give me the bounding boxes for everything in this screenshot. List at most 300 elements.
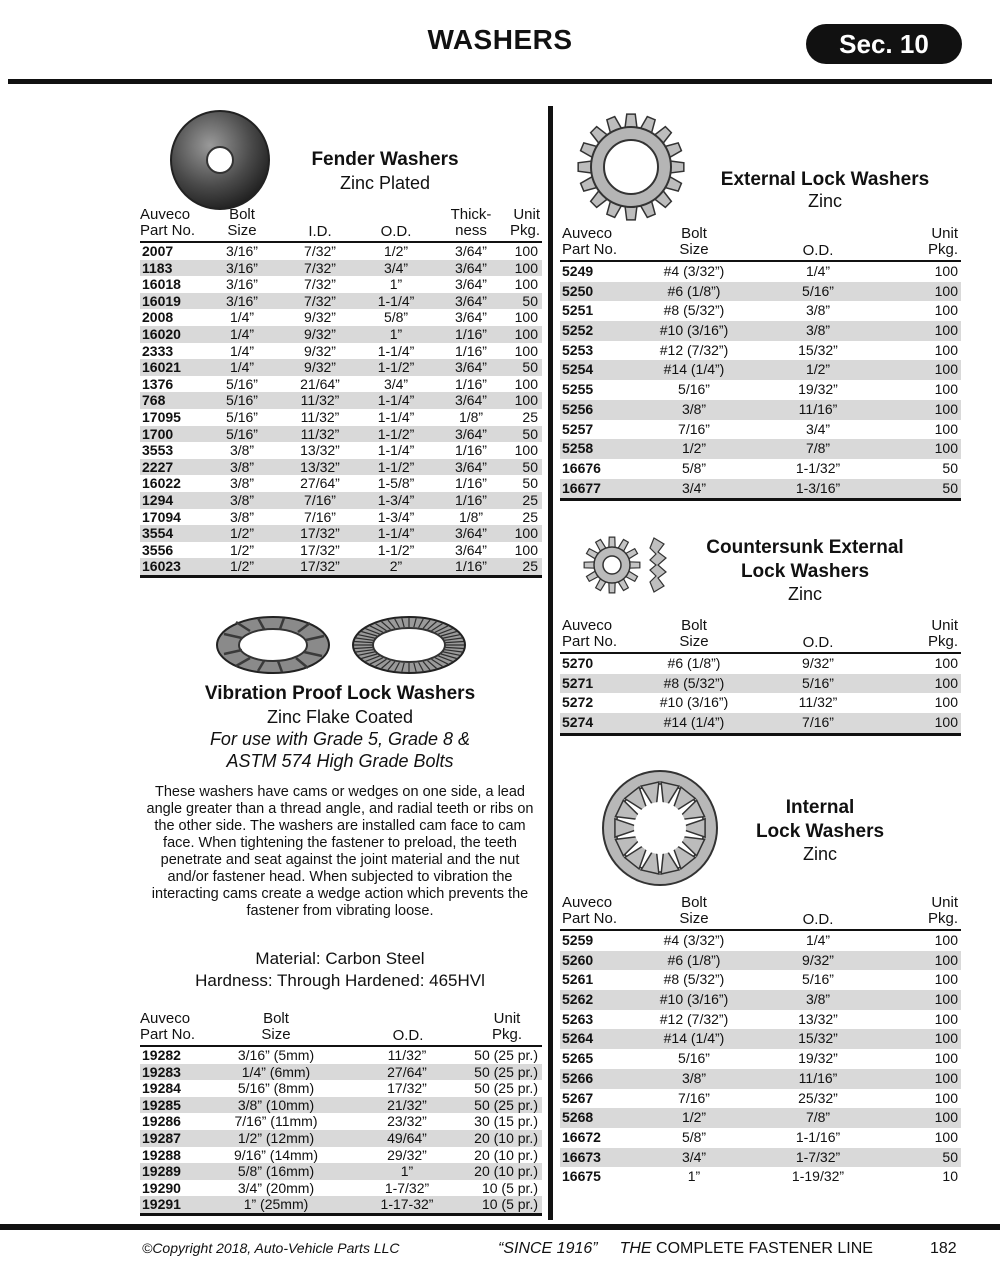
- od-cell: 3/4”: [383, 375, 409, 392]
- table-header: [560, 895, 961, 931]
- header-thickness-2: ness: [455, 222, 487, 239]
- part-no-cell: 16672: [562, 1128, 601, 1145]
- unit-pkg-cell: 10 (5 pr.): [481, 1196, 538, 1213]
- table-row: [560, 282, 961, 302]
- part-no-cell: 16019: [142, 292, 181, 309]
- unit-pkg-cell: 100: [934, 400, 958, 417]
- header-thickness: Thick-: [450, 206, 492, 223]
- part-no-cell: 5256: [562, 400, 594, 417]
- part-no-cell: 19288: [142, 1146, 181, 1163]
- unit-pkg-cell: 100: [934, 1010, 958, 1027]
- table-row: [140, 343, 542, 360]
- part-no-cell: 5254: [562, 361, 594, 378]
- table-row: [140, 1130, 542, 1147]
- unit-pkg-cell: 100: [934, 655, 958, 671]
- part-no-cell: 3553: [142, 442, 174, 459]
- bolt-size-cell: 1/4”: [229, 325, 255, 342]
- id-cell: 13/32”: [300, 458, 340, 475]
- bolt-size-cell: 1/4”: [229, 342, 255, 359]
- fender-washers-table: [140, 207, 542, 578]
- header-part-no: Auveco: [562, 894, 613, 911]
- od-cell: 3/8”: [805, 322, 831, 339]
- fender-rows: [140, 243, 542, 578]
- external-rows: [560, 262, 961, 501]
- bolt-size-cell: 1/4”: [229, 309, 255, 326]
- od-cell: 9/32”: [802, 655, 834, 671]
- unit-pkg-cell: 100: [514, 525, 538, 542]
- od-cell: 3/8”: [805, 991, 831, 1008]
- unit-pkg-cell: 100: [934, 932, 958, 948]
- id-cell: 9/32”: [304, 342, 336, 359]
- table-row: [560, 693, 961, 713]
- part-no-cell: 5264: [562, 1030, 594, 1047]
- bolt-size-cell: 1” (25mm): [243, 1196, 309, 1213]
- column-divider: [548, 106, 553, 1220]
- unit-pkg-cell: 50 (25 pr.): [474, 1080, 538, 1097]
- bolt-size-cell: 3/8”: [681, 1069, 707, 1086]
- grade-note-line-2: ASTM 574 High Grade Bolts: [226, 751, 454, 771]
- header-part-no-2: Part No.: [562, 910, 618, 927]
- tagline: [498, 1240, 873, 1258]
- header-unit: Unit: [931, 617, 958, 634]
- od-cell: 1-1/2”: [377, 541, 415, 558]
- od-cell: 1/4”: [805, 932, 831, 948]
- section-badge: Sec. 10: [806, 24, 962, 64]
- part-no-cell: 5262: [562, 991, 594, 1008]
- part-no-cell: 19284: [142, 1080, 181, 1097]
- unit-pkg-cell: 50: [522, 359, 538, 376]
- table-row: [140, 542, 542, 559]
- unit-pkg-cell: 100: [934, 951, 958, 968]
- thickness-cell: 1/16”: [455, 475, 487, 492]
- thickness-cell: 1/16”: [455, 558, 487, 575]
- unit-pkg-cell: 50: [942, 1148, 958, 1165]
- bolt-size-cell: 9/16” (14mm): [233, 1146, 319, 1163]
- unit-pkg-cell: 100: [934, 1030, 958, 1047]
- header-od: O.D.: [802, 242, 834, 259]
- thickness-cell: 3/64”: [455, 359, 487, 376]
- unit-pkg-cell: 50: [522, 458, 538, 475]
- table-row: [560, 931, 961, 951]
- table-row: [140, 1180, 542, 1197]
- part-no-cell: 17094: [142, 508, 181, 525]
- bolt-size-cell: 3/16”: [226, 259, 258, 276]
- table-row: [140, 409, 542, 426]
- thickness-cell: 1/16”: [455, 375, 487, 392]
- id-cell: 21/64”: [300, 375, 340, 392]
- bolt-size-cell: 3/8”: [229, 475, 255, 492]
- vibration-washer-cam-side-image: [214, 614, 332, 676]
- part-no-cell: 3554: [142, 525, 174, 542]
- unit-pkg-cell: 100: [514, 392, 538, 409]
- bolt-size-cell: #14 (1/4”): [663, 714, 725, 731]
- table-row: [560, 1049, 961, 1069]
- bolt-size-cell: 7/16” (11mm): [234, 1113, 318, 1130]
- part-no-cell: 2008: [142, 309, 174, 326]
- od-cell: 1-1/2”: [377, 359, 415, 376]
- bolt-size-cell: 1/4” (6mm): [241, 1063, 311, 1080]
- part-no-cell: 17095: [142, 408, 181, 425]
- part-no-cell: 5252: [562, 322, 594, 339]
- od-cell: 1-1/4”: [377, 342, 415, 359]
- table-row: [560, 439, 961, 459]
- vibration-washers-title: Vibration Proof Lock Washers: [204, 683, 476, 704]
- header-bolt: Bolt: [681, 894, 707, 911]
- table-row: [560, 1108, 961, 1128]
- part-no-cell: 19283: [142, 1063, 181, 1080]
- bolt-size-cell: 1/2”: [229, 541, 255, 558]
- od-cell: 1-3/4”: [377, 491, 415, 508]
- fender-washers-title: Fender Washers: [311, 149, 459, 170]
- od-cell: 1”: [400, 1163, 414, 1180]
- part-no-cell: 5259: [562, 932, 594, 948]
- table-row: [140, 1147, 542, 1164]
- unit-pkg-cell: 25: [522, 491, 538, 508]
- header-unit: Unit: [513, 206, 540, 223]
- header-pkg: Pkg.: [927, 910, 958, 927]
- unit-pkg-cell: 100: [934, 263, 958, 279]
- table-row: [560, 341, 961, 361]
- od-cell: 1/4”: [805, 263, 831, 279]
- thickness-cell: 3/64”: [455, 259, 487, 276]
- vibration-washer-teeth-side-image: [350, 614, 468, 676]
- table-row: [560, 1069, 961, 1089]
- part-no-cell: 19286: [142, 1113, 181, 1130]
- thickness-cell: 3/64”: [455, 425, 487, 442]
- od-cell: 3/8”: [805, 302, 831, 319]
- od-cell: 23/32”: [387, 1113, 427, 1130]
- header-unit: Unit: [493, 1010, 521, 1027]
- table-row: [560, 301, 961, 321]
- bolt-size-cell: 3/16”: [226, 243, 258, 259]
- table-row: [140, 376, 542, 393]
- header-id: I.D.: [308, 223, 332, 240]
- part-no-cell: 1294: [142, 491, 174, 508]
- part-no-cell: 16023: [142, 558, 181, 575]
- thickness-cell: 3/64”: [455, 309, 487, 326]
- grade-note-line-1: For use with Grade 5, Grade 8 &: [209, 729, 471, 749]
- part-no-cell: 2333: [142, 342, 174, 359]
- header-part-no-2: Part No.: [140, 1026, 196, 1043]
- table-row: [140, 260, 542, 277]
- part-no-cell: 2227: [142, 458, 174, 475]
- fender-washer-image: [168, 108, 272, 212]
- part-no-cell: 5255: [562, 381, 594, 398]
- thickness-cell: 3/64”: [455, 292, 487, 309]
- unit-pkg-cell: 100: [934, 322, 958, 339]
- unit-pkg-cell: 100: [934, 1069, 958, 1086]
- unit-pkg-cell: 100: [514, 541, 538, 558]
- part-no-cell: 5253: [562, 341, 594, 358]
- bolt-size-cell: 5/8” (16mm): [237, 1163, 315, 1180]
- bolt-size-cell: 5/16”: [678, 381, 710, 398]
- id-cell: 11/32”: [300, 425, 340, 442]
- part-no-cell: 1376: [142, 375, 174, 392]
- table-row: [140, 509, 542, 526]
- thickness-cell: 1/8”: [458, 508, 484, 525]
- unit-pkg-cell: 50 (25 pr.): [474, 1096, 538, 1113]
- bolt-size-cell: #14 (1/4”): [663, 1030, 725, 1047]
- id-cell: 27/64”: [300, 475, 340, 492]
- part-no-cell: 19290: [142, 1179, 181, 1196]
- hardness-line: Hardness: Through Hardened: 465HVl: [195, 971, 485, 990]
- table-row: [560, 654, 961, 674]
- od-cell: 1-1/4”: [377, 292, 415, 309]
- od-cell: 1-5/8”: [377, 475, 415, 492]
- od-cell: 11/16”: [798, 400, 838, 417]
- header-pkg: Pkg.: [927, 633, 958, 650]
- table-row: [140, 558, 542, 575]
- unit-pkg-cell: 100: [514, 243, 538, 259]
- bottom-divider: [0, 1224, 1000, 1230]
- bolt-size-cell: 1/2”: [681, 1109, 707, 1126]
- table-row: [140, 459, 542, 476]
- table-row: [560, 360, 961, 380]
- material-line: Material: Carbon Steel: [255, 949, 425, 968]
- bolt-size-cell: 7/16”: [678, 1089, 710, 1106]
- od-cell: 5/8”: [383, 309, 409, 326]
- unit-pkg-cell: 100: [934, 302, 958, 319]
- od-cell: 1-3/16”: [795, 479, 841, 496]
- od-cell: 1/2”: [805, 361, 831, 378]
- bolt-size-cell: #8 (5/32”): [663, 971, 725, 988]
- part-no-cell: 5266: [562, 1069, 594, 1086]
- header-bolt-2: Size: [679, 910, 709, 927]
- part-no-cell: 19289: [142, 1163, 181, 1180]
- header-unit: Unit: [931, 894, 958, 911]
- id-cell: 11/32”: [300, 392, 340, 409]
- table-row: [140, 1064, 542, 1081]
- table-row: [560, 1089, 961, 1109]
- od-cell: 1-3/4”: [377, 508, 415, 525]
- header-od: O.D.: [392, 1027, 424, 1044]
- thickness-cell: 3/64”: [455, 525, 487, 542]
- unit-pkg-cell: 50: [942, 459, 958, 476]
- unit-pkg-cell: 100: [514, 309, 538, 326]
- header-od: O.D.: [802, 911, 834, 928]
- thickness-cell: 3/64”: [455, 458, 487, 475]
- od-cell: 5/16”: [802, 971, 834, 988]
- table-row: [560, 1029, 961, 1049]
- od-cell: 1-1/4”: [377, 408, 415, 425]
- page-title: WASHERS: [427, 24, 573, 55]
- internal-lock-washers-table: [560, 895, 961, 1187]
- bolt-size-cell: 3/16” (5mm): [237, 1047, 315, 1063]
- unit-pkg-cell: 20 (10 pr.): [474, 1129, 538, 1146]
- part-no-cell: 19291: [142, 1196, 181, 1213]
- od-cell: 49/64”: [387, 1129, 427, 1146]
- od-cell: 1/2”: [383, 243, 409, 259]
- table-row: [140, 1163, 542, 1180]
- od-cell: 1”: [389, 325, 403, 342]
- bolt-size-cell: 5/16”: [226, 425, 258, 442]
- id-cell: 9/32”: [304, 309, 336, 326]
- bolt-size-cell: 1/4”: [229, 359, 255, 376]
- thickness-cell: 3/64”: [455, 392, 487, 409]
- countersunk-rows: [560, 654, 961, 736]
- internal-subtitle: Zinc: [802, 844, 837, 864]
- od-cell: 3/4”: [383, 259, 409, 276]
- table-row: [140, 1047, 542, 1064]
- external-lock-washers-subtitle: Zinc: [807, 191, 842, 211]
- od-cell: 1-1/4”: [377, 525, 415, 542]
- part-no-cell: 16020: [142, 325, 181, 342]
- header-od: O.D.: [380, 223, 412, 240]
- od-cell: 1-19/32”: [791, 1168, 845, 1185]
- unit-pkg-cell: 10: [942, 1168, 958, 1185]
- header-part-no: Auveco: [140, 1010, 191, 1027]
- fender-washers-subtitle: Zinc Plated: [339, 173, 431, 193]
- part-no-cell: 5258: [562, 440, 594, 457]
- countersunk-lock-washers-table: [560, 618, 961, 736]
- header-bolt-2: Size: [679, 633, 709, 650]
- table-row: [140, 442, 542, 459]
- vibration-washers-table: [140, 1011, 542, 1216]
- header-bolt: Bolt: [229, 206, 255, 223]
- bolt-size-cell: 1/2” (12mm): [237, 1129, 315, 1146]
- table-row: [140, 293, 542, 310]
- table-row: [560, 1167, 961, 1187]
- part-no-cell: 5249: [562, 263, 594, 279]
- copyright-text: ©Copyright 2018, Auto-Vehicle Parts LLC: [142, 1240, 400, 1256]
- table-row: [560, 1010, 961, 1030]
- bolt-size-cell: 7/16”: [678, 420, 710, 437]
- bolt-size-cell: 3/16”: [226, 292, 258, 309]
- part-no-cell: 16018: [142, 276, 181, 293]
- bolt-size-cell: #6 (1/8”): [667, 655, 721, 671]
- od-cell: 7/8”: [805, 1109, 831, 1126]
- od-cell: 1-7/32”: [795, 1148, 841, 1165]
- tagline-text: COMPLETE FASTENER LINE: [651, 1240, 873, 1257]
- unit-pkg-cell: 50: [522, 475, 538, 492]
- od-cell: 7/16”: [802, 714, 834, 731]
- part-no-cell: 16675: [562, 1168, 601, 1185]
- header-part-no: Auveco: [562, 617, 613, 634]
- bolt-size-cell: 3/4”: [681, 1148, 707, 1165]
- internal-title-line-1: Internal: [785, 797, 855, 818]
- header-part-no: Auveco: [140, 206, 191, 223]
- od-cell: 1-1/16”: [795, 1128, 841, 1145]
- table-row: [560, 459, 961, 479]
- thickness-cell: 1/16”: [455, 342, 487, 359]
- bolt-size-cell: 1/2”: [229, 558, 255, 575]
- bolt-size-cell: 1/2”: [681, 440, 707, 457]
- unit-pkg-cell: 100: [514, 342, 538, 359]
- top-divider: [8, 79, 992, 84]
- od-cell: 19/32”: [798, 381, 838, 398]
- table-row: [140, 475, 542, 492]
- id-cell: 17/32”: [300, 558, 340, 575]
- unit-pkg-cell: 100: [514, 375, 538, 392]
- bolt-size-cell: #10 (3/16”): [659, 694, 729, 711]
- part-no-cell: 5261: [562, 971, 594, 988]
- part-no-cell: 19282: [142, 1047, 181, 1063]
- od-cell: 11/32”: [798, 694, 838, 711]
- id-cell: 17/32”: [300, 541, 340, 558]
- bolt-size-cell: 5/16”: [226, 408, 258, 425]
- unit-pkg-cell: 100: [934, 341, 958, 358]
- header-part-no: Auveco: [562, 225, 613, 242]
- id-cell: 9/32”: [304, 325, 336, 342]
- table-row: [560, 951, 961, 971]
- part-no-cell: 5267: [562, 1089, 594, 1106]
- unit-pkg-cell: 50 (25 pr.): [474, 1063, 538, 1080]
- unit-pkg-cell: 100: [934, 381, 958, 398]
- unit-pkg-cell: 100: [934, 971, 958, 988]
- tagline-the: THE: [619, 1240, 652, 1257]
- part-no-cell: 5268: [562, 1109, 594, 1126]
- bolt-size-cell: #12 (7/32”): [659, 341, 729, 358]
- part-no-cell: 5274: [562, 714, 594, 731]
- table-row: [140, 1196, 542, 1213]
- part-no-cell: 5265: [562, 1050, 594, 1067]
- bolt-size-cell: #6 (1/8”): [667, 282, 721, 299]
- id-cell: 17/32”: [300, 525, 340, 542]
- header-part-no-2: Part No.: [562, 241, 618, 258]
- id-cell: 11/32”: [300, 408, 340, 425]
- od-cell: 15/32”: [798, 1030, 838, 1047]
- header-unit: Unit: [931, 225, 958, 242]
- table-row: [140, 243, 542, 260]
- countersunk-subtitle: Zinc: [787, 584, 822, 604]
- unit-pkg-cell: 50: [522, 425, 538, 442]
- table-row: [140, 426, 542, 443]
- external-lock-washers-title: External Lock Washers: [720, 169, 930, 190]
- thickness-cell: 1/8”: [458, 408, 484, 425]
- page-number: 182: [930, 1240, 957, 1257]
- header-bolt: Bolt: [263, 1010, 289, 1027]
- od-cell: 19/32”: [798, 1050, 838, 1067]
- table-row: [140, 392, 542, 409]
- bolt-size-cell: #14 (1/4”): [663, 361, 725, 378]
- table-row: [560, 321, 961, 341]
- od-cell: 7/8”: [805, 440, 831, 457]
- id-cell: 9/32”: [304, 359, 336, 376]
- part-no-cell: 5270: [562, 655, 594, 671]
- id-cell: 7/32”: [304, 243, 336, 259]
- thickness-cell: 3/64”: [455, 243, 487, 259]
- od-cell: 5/16”: [802, 674, 834, 691]
- bolt-size-cell: 5/16”: [226, 392, 258, 409]
- header-od: O.D.: [802, 634, 834, 651]
- unit-pkg-cell: 100: [934, 714, 958, 731]
- unit-pkg-cell: 20 (10 pr.): [474, 1146, 538, 1163]
- countersunk-title-line-2: Lock Washers: [740, 561, 870, 582]
- part-no-cell: 19287: [142, 1129, 181, 1146]
- header-pkg: Pkg.: [509, 222, 540, 239]
- unit-pkg-cell: 25: [522, 508, 538, 525]
- part-no-cell: 5257: [562, 420, 594, 437]
- bolt-size-cell: 3/8”: [229, 508, 255, 525]
- od-cell: 27/64”: [387, 1063, 427, 1080]
- unit-pkg-cell: 100: [934, 1089, 958, 1106]
- bolt-size-cell: #6 (1/8”): [667, 951, 721, 968]
- table-row: [140, 1080, 542, 1097]
- od-cell: 1-1/4”: [377, 392, 415, 409]
- external-lock-washer-image: [576, 112, 686, 222]
- unit-pkg-cell: 10 (5 pr.): [481, 1179, 538, 1196]
- header-bolt-2: Size: [261, 1026, 291, 1043]
- bolt-size-cell: 1”: [687, 1168, 701, 1185]
- vibration-description: These washers have cams or wedges on one side, a lead angle greater than a thread angle, and radial teeth or ribs on the other side. The washers are installed cam face to cam face. When tightening the fastener to preload, the teeth penetrate and seat against the joint material and the nut and/or fastener head. When subjected to vibration the interacting cams create a wedge action which prevents the fastener from vibrating loose.: [146, 784, 534, 919]
- unit-pkg-cell: 100: [514, 276, 538, 293]
- od-cell: 5/16”: [802, 282, 834, 299]
- thickness-cell: 1/16”: [455, 442, 487, 459]
- od-cell: 1-1/2”: [377, 458, 415, 475]
- bolt-size-cell: 3/8”: [229, 458, 255, 475]
- bolt-size-cell: 3/8” (10mm): [237, 1096, 315, 1113]
- bolt-size-cell: 3/8”: [229, 491, 255, 508]
